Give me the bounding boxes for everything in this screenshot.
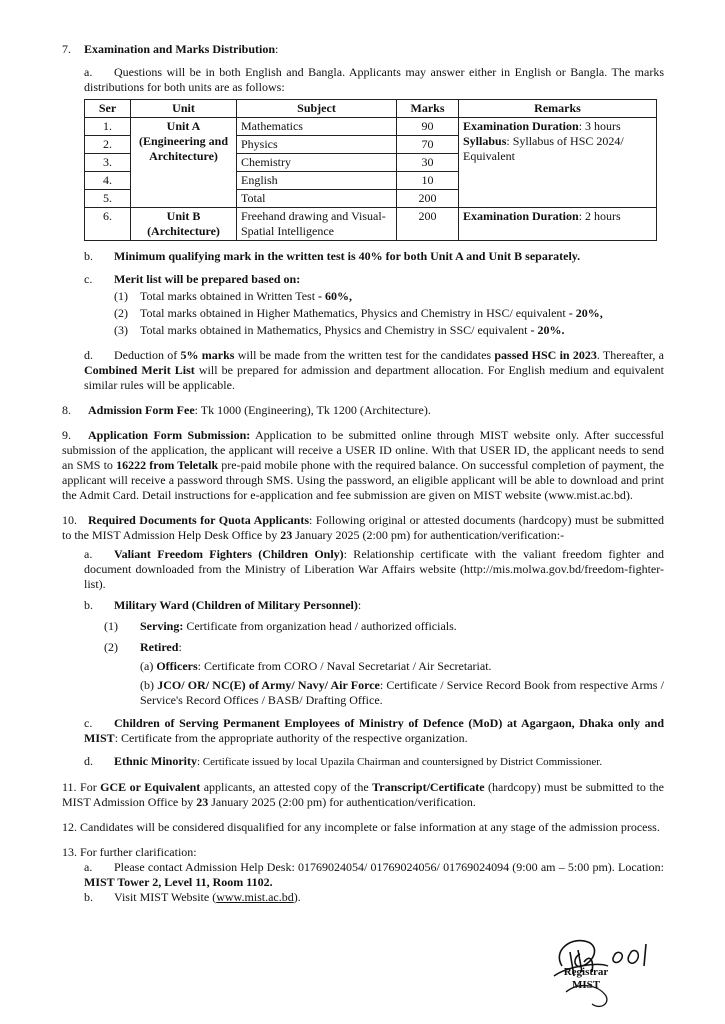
mist-website-link[interactable]: www.mist.ac.bd (216, 890, 294, 904)
signature-title: Registrar (563, 966, 609, 978)
list-item: (1) Total marks obtained in Written Test - 60%, (114, 289, 353, 303)
section-10b2b: (b) JCO/ OR/ NC(E) of Army/ Navy/ Air Force: Certificate / Service Record Book from respective Arms / Service's Record Offices / BASB/ Drafting Office. (140, 678, 664, 707)
cell-subject: English (237, 172, 397, 190)
section-13a: a. Please contact Admission Help Desk: 01769024054/ 01769024056/ 01769024094 (9:00 am – 5:00 pm). Location: MIST Tower 2, Level 11, Room 1102. (84, 860, 664, 889)
document-page (62, 42, 664, 905)
section-10b2a: (a) Officers: Certificate from CORO / Naval Secretariat / Air Secretariat. (140, 659, 492, 673)
cell-ser: 4. (85, 172, 131, 190)
section-10b1: (1) Serving: Certificate from organization head / authorized officials. (104, 619, 457, 633)
cell-ser: 2. (85, 136, 131, 154)
section-10b2-heading: (2) Retired: (104, 640, 182, 654)
section-7 (62, 42, 664, 393)
section-13 (62, 845, 664, 905)
cell-ser: 1. (85, 118, 131, 136)
section-7-heading: 7. Examination and Marks Distribution: (62, 42, 279, 56)
header-marks: Marks (397, 100, 459, 118)
cell-ser: 5. (85, 190, 131, 208)
section-10a: a. Valiant Freedom Fighters (Children Only): Relationship certificate with the valiant freedom fighter and document downloaded from the Ministry of Liberation War Affairs website (http://mis.molwa.gov.bd/freedom-fighter-list). (84, 547, 664, 591)
section-8: 8. Admission Form Fee: Tk 1000 (Engineering), Tk 1200 (Architecture). (62, 403, 431, 417)
cell-ser: 6. (85, 208, 131, 241)
table-header-row (85, 100, 657, 118)
signature-org: MIST (571, 979, 601, 991)
section-7c-heading: c. Merit list will be prepared based on: (84, 272, 301, 286)
cell-marks: 90 (397, 118, 459, 136)
merit-criteria-list (114, 289, 664, 338)
cell-subject: Physics (237, 136, 397, 154)
cell-marks: 30 (397, 154, 459, 172)
signature-block (556, 966, 616, 992)
section-9: 9. Application Form Submission: Application to be submitted online through MIST website only. After successful submission of the application, the applicant will receive a USER ID online. With that USER ID, the applicant needs to send an SMS to 16222 from Teletalk pre-paid mobile phone with the required balance. On successful completion of payment, the applicant will receive a password through SMS. Using the password, an eligible applicant will be able to download and print the Admit Card. Detail instructions for e-application and fee submission are given on MIST website (www.mist.ac.bd). (62, 428, 664, 502)
cell-subject: Total (237, 190, 397, 208)
section-10 (62, 513, 664, 770)
table-row (85, 208, 657, 241)
list-item: (2) Total marks obtained in Higher Mathematics, Physics and Chemistry in HSC/ equivalent - 20%, (114, 306, 603, 320)
cell-marks: 200 (397, 190, 459, 208)
cell-subject: Mathematics (237, 118, 397, 136)
cell-subject: Freehand drawing and Visual-Spatial Intelligence (237, 208, 397, 241)
cell-unit-b: Unit B (Architecture) (131, 208, 237, 241)
section-13b: b. Visit MIST Website (www.mist.ac.bd). (84, 890, 301, 904)
section-7a-text: a. Questions will be in both English and Bangla. Applicants may answer either in English or Bangla. The marks distributions for both units are as follows: (84, 65, 664, 94)
header-unit: Unit (131, 100, 237, 118)
section-7d-text: d. Deduction of 5% marks will be made from the written test for the candidates passed HSC in 2023. Thereafter, a Combined Merit List will be prepared for admission and department allocation. For English medium and equivalent similar rules will be applicable. (84, 348, 665, 392)
cell-ser: 3. (85, 154, 131, 172)
section-11: 11. For GCE or Equivalent applicants, an attested copy of the Transcript/Certificate (hardcopy) must be submitted to the MIST Admission Office by 23 January 2025 (2:00 pm) for authentication/verification. (62, 780, 664, 809)
cell-marks: 200 (397, 208, 459, 241)
cell-marks: 10 (397, 172, 459, 190)
cell-unit-a: Unit A (Engineering and Architecture) (131, 118, 237, 208)
cell-remarks-unit-a: Examination Duration: 3 hours Syllabus: Syllabus of HSC 2024/ Equivalent (459, 118, 657, 208)
section-12: 12. Candidates will be considered disqualified for any incomplete or false information at any stage of the admission process. (62, 820, 660, 834)
table-row (85, 118, 657, 136)
section-10c: c. Children of Serving Permanent Employees of Ministry of Defence (MoD) at Agargaon, Dhaka only and MIST: Certificate from the appropriate authority of the respective organization. (84, 716, 664, 745)
cell-remarks-unit-b: Examination Duration: 2 hours (459, 208, 657, 241)
header-subject: Subject (237, 100, 397, 118)
section-13-heading: 13. For further clarification: (62, 845, 197, 859)
section-10d: d. Ethnic Minority: Certificate issued by local Upazila Chairman and countersigned by District Commissioner. (84, 754, 603, 768)
cell-subject: Chemistry (237, 154, 397, 172)
header-ser: Ser (85, 100, 131, 118)
list-item: (3) Total marks obtained in Mathematics, Physics and Chemistry in SSC/ equivalent - 20%. (114, 323, 565, 337)
cell-marks: 70 (397, 136, 459, 154)
section-7b-text: b. Minimum qualifying mark in the written test is 40% for both Unit A and Unit B separately. (84, 249, 581, 263)
marks-distribution-table (84, 99, 657, 241)
section-10-heading: 10. Required Documents for Quota Applicants: Following original or attested documents (hardcopy) must be submitted to the MIST Admission Help Desk Office by 23 January 2025 (2:00 pm) for authentication/verification:- (62, 513, 665, 542)
header-remarks: Remarks (459, 100, 657, 118)
section-10b-heading: b. Military Ward (Children of Military Personnel): (84, 598, 362, 612)
